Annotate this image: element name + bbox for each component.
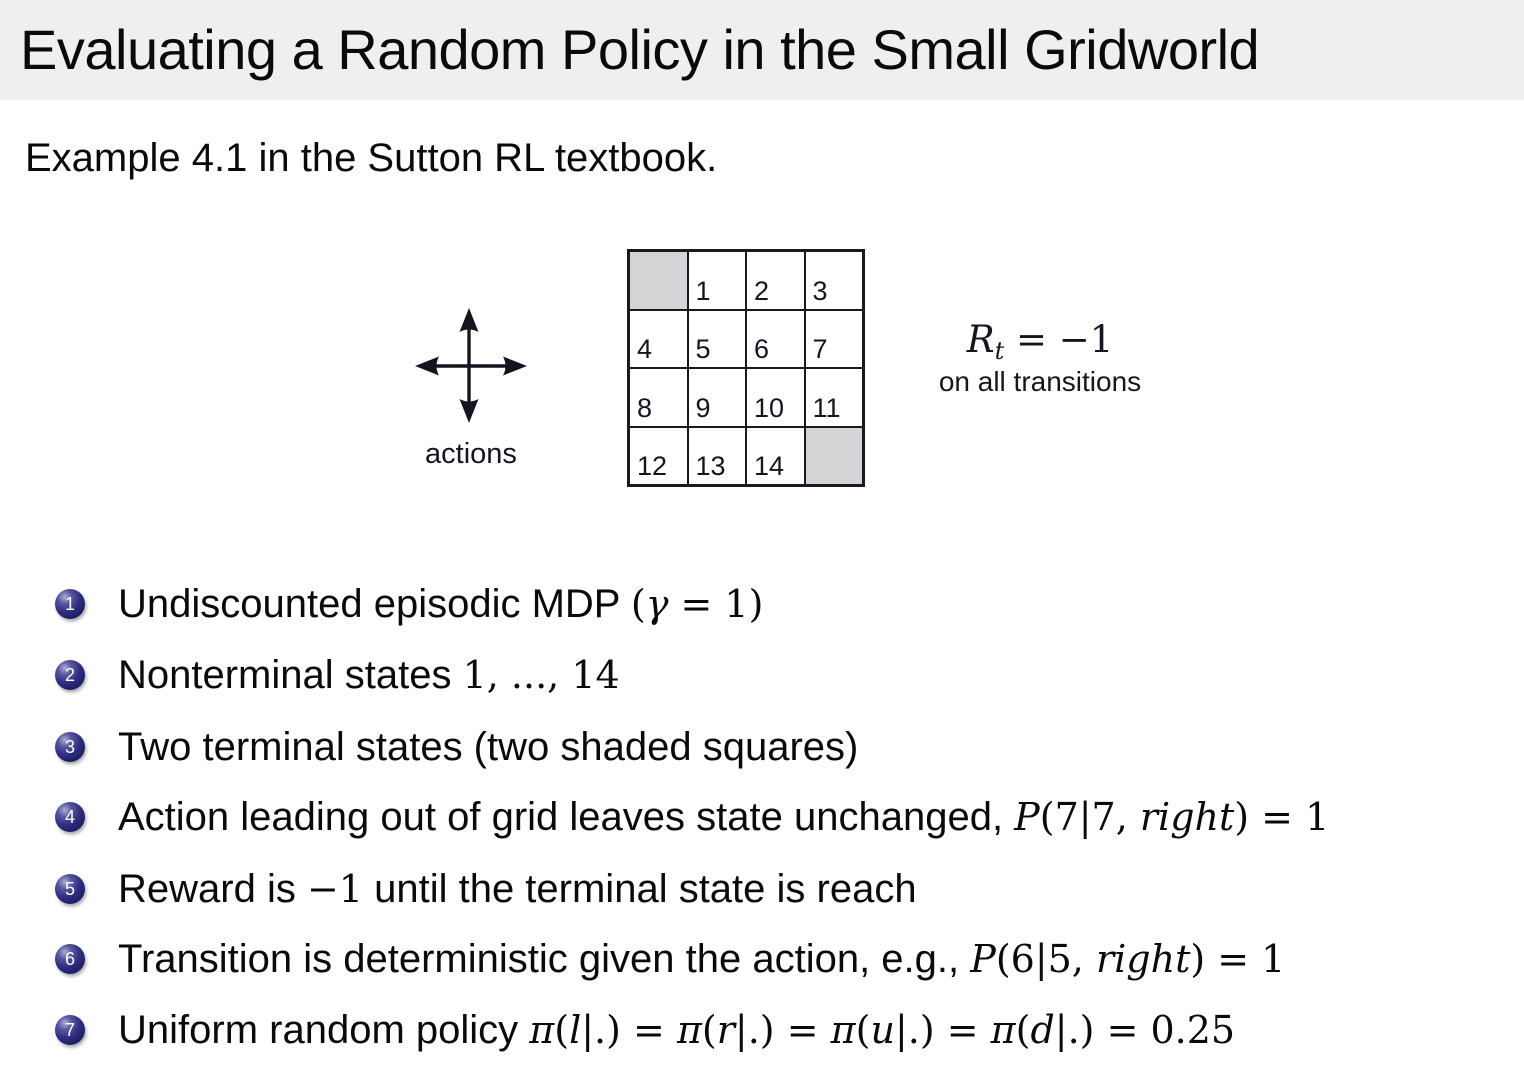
- item-number-ball: [55, 874, 85, 904]
- item-math-segment: |.) = 0.25: [1054, 1007, 1236, 1052]
- reward-variable: R: [966, 318, 995, 361]
- item-number-ball: [55, 944, 85, 974]
- item-math-segment: ) = 1: [1190, 936, 1286, 981]
- list-item: [55, 651, 620, 699]
- grid-cell: [630, 311, 687, 368]
- item-number-ball: [55, 660, 85, 690]
- item-number-ball: [55, 1015, 85, 1045]
- item-math-segment: P: [970, 936, 996, 981]
- item-number: 7: [64, 1020, 75, 1040]
- item-math-segment: r: [716, 1007, 735, 1052]
- item-math-segment: γ: [645, 581, 669, 626]
- list-item: [55, 935, 1285, 983]
- item-math-segment: |.) =: [734, 1007, 831, 1052]
- grid-cell: [747, 428, 804, 485]
- item-math-segment: (: [554, 1007, 570, 1052]
- grid-cell: [747, 369, 804, 426]
- item-math-segment: (: [1015, 1007, 1031, 1052]
- item-math-segment: u: [870, 1007, 895, 1052]
- item-text: [118, 725, 858, 770]
- grid-cell-label: 5: [695, 334, 711, 364]
- item-math-segment: (: [630, 581, 646, 626]
- grid-cell-label: 3: [812, 275, 828, 306]
- list-item: [55, 793, 1329, 841]
- grid-cell-label: 8: [637, 392, 653, 423]
- item-text-segment: Transition is deterministic given the action, e.g.,: [118, 936, 971, 981]
- item-number: 5: [64, 879, 75, 899]
- item-text-segment: Nonterminal states: [118, 652, 463, 697]
- grid-cell-label: 6: [754, 334, 770, 364]
- item-number-ball: [55, 732, 85, 762]
- item-math-segment: P: [1014, 794, 1040, 839]
- item-math-segment: |.) =: [894, 1007, 991, 1052]
- reward-equation: [920, 318, 1160, 365]
- item-number: 3: [64, 737, 75, 757]
- gridworld-grid: [627, 249, 865, 487]
- item-math-segment: l: [569, 1007, 582, 1052]
- item-text-segment: until the terminal state is reach: [362, 866, 917, 911]
- reward-note: [920, 318, 1160, 398]
- grid-cell: [689, 369, 746, 426]
- grid-cell-label: 7: [812, 334, 828, 364]
- grid-cell: [747, 311, 804, 368]
- list-item: [55, 580, 763, 628]
- item-math-segment: = 1): [668, 581, 764, 626]
- grid-cell-label: 13: [695, 451, 726, 481]
- actions-label: actions: [425, 438, 517, 470]
- item-math-segment: |.) =: [581, 1007, 677, 1052]
- item-math-segment: (6|5,: [995, 936, 1096, 981]
- grid-cell: [806, 252, 863, 309]
- item-text-segment: Two terminal states (two shaded squares): [118, 724, 859, 769]
- item-text-segment: Undiscounted episodic MDP: [118, 581, 631, 626]
- grid-cell: [689, 311, 746, 368]
- item-text: [118, 867, 917, 912]
- item-text-segment: Action leading out of grid leaves state unchanged,: [118, 794, 1015, 839]
- item-text: [118, 937, 1285, 982]
- reward-caption: on all transitions: [938, 366, 1142, 397]
- item-number: 1: [64, 594, 75, 614]
- item-text: [118, 1008, 1235, 1053]
- grid-cell-terminal: [806, 428, 863, 485]
- grid-cell: [630, 428, 687, 485]
- grid-cell-label: 9: [695, 392, 711, 423]
- item-math-segment: ) = 1: [1234, 794, 1330, 839]
- item-math-segment: π: [529, 1007, 555, 1052]
- title-bar: [0, 0, 1524, 100]
- grid-cell: [689, 252, 746, 309]
- item-math-segment: right: [1095, 936, 1191, 981]
- slide-title: Evaluating a Random Policy in the Small Gridworld: [20, 18, 1260, 81]
- item-math-segment: π: [990, 1007, 1016, 1052]
- item-math-segment: (: [701, 1007, 717, 1052]
- grid-cell-label: 14: [754, 451, 785, 481]
- list-item: [55, 865, 917, 913]
- item-text-segment: Uniform random policy: [118, 1007, 530, 1052]
- reward-subscript: t: [994, 337, 1005, 365]
- list-item: [55, 1006, 1235, 1054]
- item-text: [118, 653, 620, 698]
- item-math-segment: π: [676, 1007, 702, 1052]
- actions-cross-icon: [408, 303, 533, 428]
- grid-cell: [630, 369, 687, 426]
- list-item: [55, 723, 858, 771]
- grid-cell-label: 1: [695, 275, 711, 306]
- grid-cell-label: 2: [754, 275, 770, 306]
- grid-cell-label: 4: [637, 334, 653, 364]
- item-math-segment: 1, ..., 14: [462, 652, 620, 697]
- item-math-segment: d: [1030, 1007, 1055, 1052]
- item-math-segment: (: [855, 1007, 871, 1052]
- item-math-segment: right: [1139, 794, 1235, 839]
- item-math-segment: π: [830, 1007, 856, 1052]
- grid-cell-label: 11: [812, 392, 841, 423]
- grid-cell: [806, 369, 863, 426]
- item-number-ball: [55, 589, 85, 619]
- reward-value: = −1: [1004, 318, 1114, 361]
- grid-cell-label: 10: [754, 392, 785, 423]
- grid-cell: [806, 311, 863, 368]
- item-number: 6: [64, 949, 75, 969]
- grid-cell-terminal: [630, 252, 687, 309]
- item-text-segment: Reward is: [118, 866, 307, 911]
- item-text: [118, 795, 1329, 840]
- grid-cell: [689, 428, 746, 485]
- item-text: [118, 582, 763, 627]
- grid-cell-label: 12: [637, 451, 668, 481]
- item-math-segment: (7|7,: [1039, 794, 1140, 839]
- item-math-segment: −1: [306, 866, 363, 911]
- item-number: 2: [64, 665, 75, 685]
- item-number: 4: [64, 807, 75, 827]
- slide-subtitle: Example 4.1 in the Sutton RL textbook.: [25, 136, 718, 180]
- item-number-ball: [55, 802, 85, 832]
- grid-cell: [747, 252, 804, 309]
